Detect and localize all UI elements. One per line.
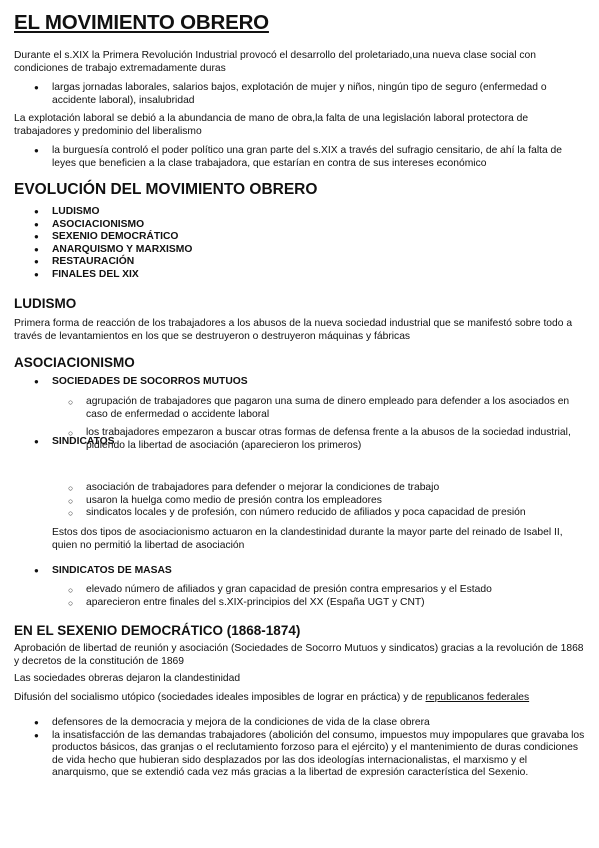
intro-paragraph-2: La explotación laboral se debió a la abundancia de mano de obra,la falta de una legislación laboral protectora de trabajadores y predominio del liberalismo [14, 113, 529, 137]
list-item: ● ANARQUISMO Y MARXISMO [32, 244, 432, 257]
intro-paragraph-1: Durante el s.XIX la Primera Revolución Industrial provocó el desarrollo del proletariado,una nueva clase social con condiciones de trabajo extremadamente duras [14, 50, 536, 74]
sublist-item: ○ asociación de trabajadores para defender o mejorar la condiciones de trabajo [66, 482, 586, 495]
sublist-item: ○ los trabajadores empezaron a buscar otras formas de defensa frente a la abusos de la sociedad industrial, pidiendo la libertad de asociación (aparecieron los primeros) [66, 427, 586, 452]
sexenio-paragraph-2: Las sociedades obreras dejaron la clandestinidad [14, 673, 241, 684]
sublist-item: ○ elevado número de afiliados y gran capacidad de presión contra empresarios y el Estado [66, 584, 586, 597]
sindicatos-sublist [66, 482, 586, 520]
list-item: ● RESTAURACIÓN [32, 256, 432, 269]
sublist-item: ○ aparecieron entre finales del s.XIX-principios del XX (España UGT y CNT) [66, 597, 586, 610]
list-item: ● la burguesía controló el poder político una gran parte del s.XIX a través del sufragio censitario, de ahí la falta de leyes que beneficien a la clase trabajadora, que estarían en contra de sus intereses económico [32, 145, 584, 170]
list-item: ● SEXENIO DEMOCRÁTICO [32, 231, 432, 244]
masas-list [32, 565, 584, 578]
list-item-masas: ● SINDICATOS DE MASAS [32, 565, 584, 578]
sublist-item: ○ sindicatos locales y de profesión, con número reducido de afiliados y poca capacidad de presión [66, 507, 586, 520]
section-heading-sexenio: EN EL SEXENIO DEMOCRÁTICO (1868-1874) [14, 623, 301, 638]
sublist-item: ○ usaron la huelga como medio de presión contra los empleadores [66, 495, 586, 508]
section-heading-ludismo: LUDISMO [14, 296, 77, 311]
section-heading-evolucion: EVOLUCIÓN DEL MOVIMIENTO OBRERO [14, 181, 318, 198]
sexenio-paragraph-3-text: Difusión del socialismo utópico (sociedades ideales imposibles de lograr en práctica) y de [14, 692, 426, 703]
list-item: ● FINALES DEL XIX [32, 269, 432, 282]
intro-list-1 [32, 82, 584, 107]
asociacionismo-list [32, 376, 584, 389]
sublist-item: ○ agrupación de trabajadores que pagaron una suma de dinero empleado para defender a los asociados en caso de enfermedad o accidente laboral [66, 396, 586, 421]
list-item-sindicatos: ● SINDICATOS [32, 436, 584, 449]
evolucion-list [32, 206, 432, 282]
list-item: ● la insatisfacción de las demandas trabajadores (abolición del consumo, impuestos muy impopulares que gravaba los productos básicos, das granjas o el reclutamiento forzoso para el ejército) y el mantenimiento de duras condiciones de vida hecho que hubieran sido desplazados por las dos ideologías internacionalistas, el marxismo y el anarquismo, que se extendió cada vez más gracias a la libertad de expresión característica del Sexenio. [32, 730, 586, 780]
sexenio-list [32, 717, 586, 780]
list-item-socorros: ● SOCIEDADES DE SOCORROS MUTUOS [32, 376, 584, 389]
clandestinidad-note: Estos dos tipos de asociacionismo actuaron en la clandestinidad durante la mayor parte del reinado de Isabel II, quien no permitió la libertad de asociación [52, 527, 563, 551]
list-item: ● largas jornadas laborales, salarios bajos, explotación de mujer y niños, ningún tipo de seguro (enfermedad o accidente laboral), insalubridad [32, 82, 584, 107]
document-title: EL MOVIMIENTO OBRERO [14, 11, 269, 34]
section-heading-asociacionismo: ASOCIACIONISMO [14, 355, 135, 370]
list-item: ● defensores de la democracia y mejora de la condiciones de vida de la clase obrera [32, 717, 586, 730]
list-item: ● LUDISMO [32, 206, 432, 219]
sexenio-paragraph-3 [14, 692, 586, 705]
republicanos-federales-link: republicanos federales [425, 692, 530, 703]
intro-list-2 [32, 145, 584, 170]
masas-sublist [66, 584, 586, 609]
sexenio-paragraph-1: Aprobación de libertad de reunión y asociación (Sociedades de Socorro Mutuos y sindicatos) gracias a la revolución de 1868 y decretos de la constitución de 1869 [14, 643, 584, 667]
list-item: ● ASOCIACIONISMO [32, 219, 432, 232]
ludismo-paragraph: Primera forma de reacción de los trabajadores a los abusos de la nueva sociedad industrial que se manifestó sobre todo a través de levantamientos en los que se destruyeron o destruyeron máquinas y fábricas [14, 318, 573, 342]
sindicatos-list [32, 436, 584, 449]
